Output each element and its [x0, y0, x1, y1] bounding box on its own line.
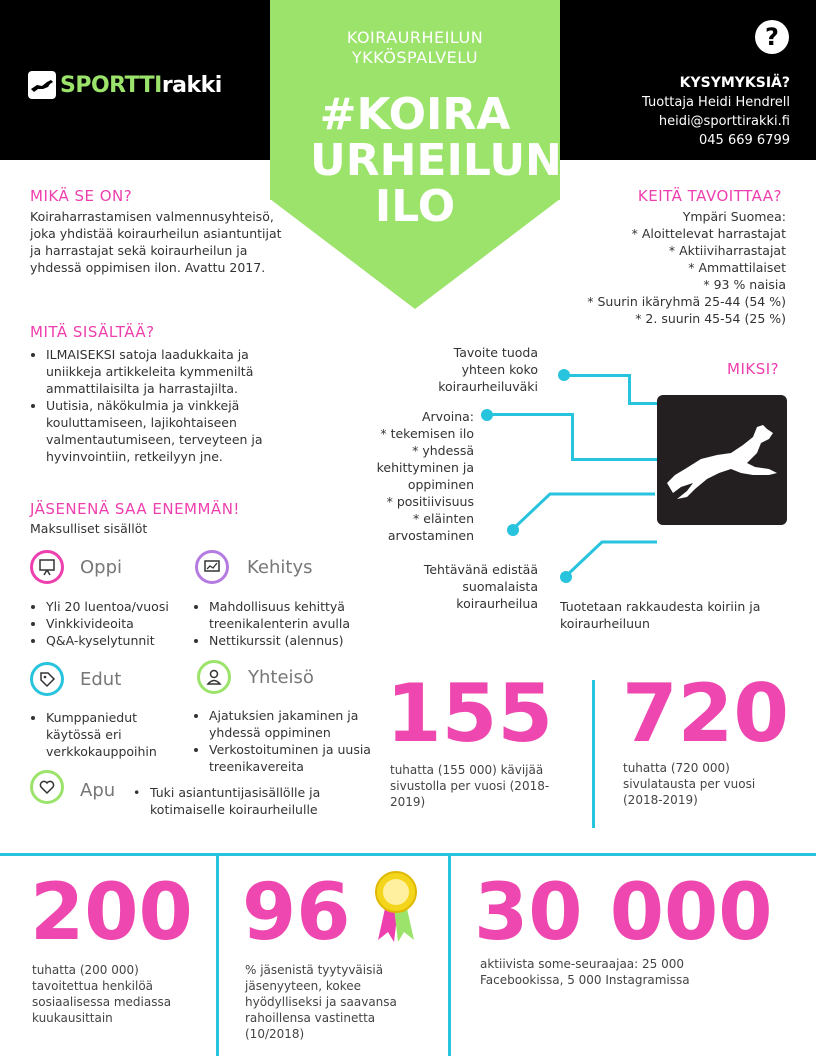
contains-title: MITÄ SISÄLTÄÄ?: [30, 323, 155, 341]
what-title: MIKÄ SE ON?: [30, 187, 133, 205]
connector-line: [571, 458, 657, 461]
logo: [28, 70, 222, 100]
edut-label: Edut: [80, 669, 122, 690]
connector-line: [488, 413, 573, 416]
oppi-list: [30, 598, 206, 649]
member-subtitle: Maksulliset sisällöt: [30, 521, 148, 536]
member-title: JÄSENENÄ SAA ENEMMÄN!: [30, 500, 240, 518]
presentation-icon: [30, 550, 64, 584]
list-item: • Q&A-kyselytunnit: [46, 632, 206, 649]
stat-30000-text: aktiivista some-seuraajaa: 25 000 Facebookissa, 5 000 Instagramissa: [480, 957, 690, 987]
stat-155-number: 155: [386, 667, 553, 760]
reach-line: * 2. suurin 45-54 (25 %): [635, 311, 786, 326]
reach-list: [526, 208, 786, 327]
reach-line: * Suurin ikäryhmä 25-44 (54 %): [587, 294, 786, 309]
reach-line: * 93 % naisia: [703, 277, 786, 292]
stat-720-text: tuhatta (720 000) sivulatausta per vuosi (2018-2019): [623, 761, 756, 807]
list-item: • Mahdollisuus kehittyä treenikalenterin avulla: [209, 598, 384, 632]
connector-line: [628, 402, 658, 405]
kehitys-list: [193, 598, 384, 649]
divider: [592, 680, 595, 828]
connector-line: [510, 488, 660, 533]
yhteiso-label: Yhteisö: [248, 667, 314, 688]
list-item: • Nettikurssit (alennus): [209, 632, 384, 649]
connector-line: [562, 536, 662, 581]
oppi-label: Oppi: [80, 557, 123, 578]
award-ribbon-icon: [374, 870, 418, 948]
connector-line: [628, 374, 631, 404]
yhteiso-list: [193, 707, 384, 775]
stat-200-number: 200: [30, 868, 193, 958]
stat-720-number: 720: [622, 667, 789, 760]
person-icon: [197, 660, 231, 694]
stat-96-text: % jäsenistä tyytyväisiä jäsenyyteen, kokee hyödylliseksi ja saavansa rahoillensa vastinetta (10/2018): [245, 963, 397, 1041]
apu-label: Apu: [80, 780, 116, 801]
contact-phone[interactable]: 045 669 6799: [699, 133, 790, 148]
tagline: KOIRAURHEILUN YKKÖSPALVELU: [346, 28, 484, 67]
stat-155-text: tuhatta (155 000) kävijää sivustolla per vuosi (2018-2019): [390, 763, 550, 809]
what-text: Koiraharrastamisen valmennusyhteisö, joka yhdistää koiraurheilun asiantuntijat ja harrastajat sekä koiraurheilun ja yhdessä oppimisen ilon. Avattu 2017.: [30, 209, 282, 275]
list-item: • Yli 20 luentoa/vuosi: [46, 598, 206, 615]
hero-title: #KOIRA URHEILUN ILO: [310, 89, 562, 232]
chart-screen-icon: [195, 550, 229, 584]
contact-block: [642, 74, 790, 150]
reach-line: * Aloittelevat harrastajat: [631, 226, 786, 241]
goal-text: Tavoite tuoda yhteen koko koiraurheiluväki: [438, 345, 538, 394]
connector-line: [571, 413, 574, 460]
love-text: Tuotetaan rakkaudesta koiriin ja koiraurheiluun: [560, 599, 761, 631]
reach-line: Ympäri Suomea:: [682, 209, 786, 224]
reach-title: KEITÄ TAVOITTAA?: [637, 187, 782, 205]
kehitys-label: Kehitys: [247, 557, 313, 578]
question-icon[interactable]: ?: [755, 20, 789, 54]
why-title: MIKSI?: [727, 360, 780, 378]
logo-text: SPORTTIrakki: [60, 72, 222, 98]
apu-text: Tuki asiantuntijasisällölle ja kotimaiselle koiraurheilulle: [150, 785, 321, 817]
dog-logo-icon: [28, 71, 56, 99]
apu-bullet: •: [133, 785, 141, 800]
list-item: • Verkostoituminen ja uusia treenikavereita: [209, 741, 384, 775]
dog-icon: [657, 395, 787, 525]
stat-96-number: 96: [242, 868, 351, 958]
stat-200-text: tuhatta (200 000) tavoitettua henkilöä sosiaalisessa mediassa kuukausittain: [32, 963, 172, 1025]
stat-30000-number: 30 000: [474, 868, 773, 958]
divider: [216, 855, 219, 1056]
bottom-divider: [0, 853, 816, 856]
heart-icon: [30, 770, 64, 804]
list-item: • Vinkkivideoita: [46, 615, 206, 632]
values-text: Arvoina: * tekemisen ilo * yhdessä kehittyminen ja oppiminen * positiivisuus * eläinten arvostaminen: [376, 409, 474, 543]
contact-email[interactable]: heidi@sporttirakki.fi: [658, 114, 790, 129]
list-item: • Ajatuksien jakaminen ja yhdessä oppiminen: [209, 707, 384, 741]
list-item: • Kumppaniedut käytössä eri verkkokauppoihin: [46, 709, 196, 760]
divider: [448, 855, 451, 1056]
list-item: • Uutisia, näkökulmia ja vinkkejä kouluttamiseen, lajikohtaiseen valmentautumiseen, terveyteen ja hyvinvointiin, retkeilyyn jne.: [46, 397, 308, 465]
contains-list: [30, 346, 308, 465]
contact-producer: Tuottaja Heidi Hendrell: [642, 95, 790, 110]
contact-title: KYSYMYKSIÄ?: [679, 75, 790, 91]
reach-line: * Aktiiviharrastajat: [668, 243, 786, 258]
reach-line: * Ammattilaiset: [688, 260, 786, 275]
connector-line: [565, 374, 630, 377]
list-item: • ILMAISEKSI satoja laadukkaita ja uniikkeja artikkeleita kymmeniltä ammattilaisilta ja harrastajilta.: [46, 346, 308, 397]
task-text: Tehtävänä edistää suomalaista koiraurheilua: [423, 562, 538, 611]
tag-icon: [30, 662, 64, 696]
edut-list: [30, 709, 196, 760]
